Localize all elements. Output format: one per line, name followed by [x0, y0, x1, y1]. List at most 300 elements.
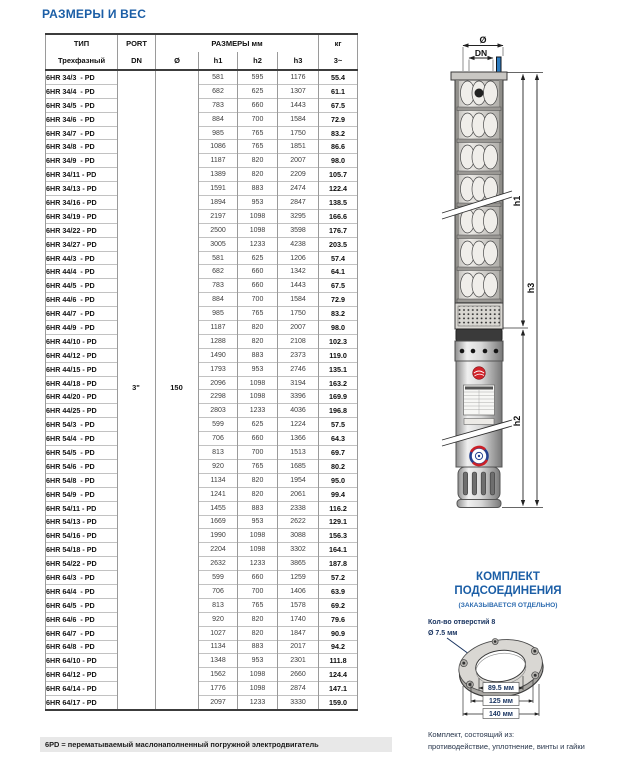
- cell-kg: 164.1: [319, 543, 358, 557]
- cell-h1: 1086: [199, 140, 238, 154]
- cell-empty: [118, 640, 156, 654]
- cell-h3: 3295: [278, 209, 319, 223]
- cell-kg: 57.5: [319, 418, 358, 432]
- cell-m: 6HR 34/9 - PD: [46, 154, 118, 168]
- cell-empty: [156, 404, 199, 418]
- cell-empty: [118, 98, 156, 112]
- cell-kg: 67.5: [319, 98, 358, 112]
- cell-empty: [118, 209, 156, 223]
- label-h2: h2: [512, 415, 522, 427]
- cell-h1: 1389: [199, 168, 238, 182]
- cell-empty: [156, 209, 199, 223]
- cell-kg: 122.4: [319, 182, 358, 196]
- cell-h2: 953: [238, 362, 278, 376]
- header-dimensions-group: РАЗМЕРЫ мм: [156, 34, 319, 52]
- cell-empty: [118, 571, 156, 585]
- cell-h1: 2298: [199, 390, 238, 404]
- cell-empty: [156, 154, 199, 168]
- cell-h3: 4036: [278, 404, 319, 418]
- cell-empty: [118, 251, 156, 265]
- cell-m: 6HR 54/13 - PD: [46, 515, 118, 529]
- cell-h2: 820: [238, 168, 278, 182]
- kit-subtitle: (ЗАКАЗЫВАЕТСЯ ОТДЕЛЬНО): [458, 602, 558, 609]
- cell-h3: 2017: [278, 640, 319, 654]
- cell-h1: 1455: [199, 501, 238, 515]
- cell-empty: [156, 251, 199, 265]
- cell-h2: 765: [238, 307, 278, 321]
- table-row: [46, 84, 358, 98]
- nameplate: [464, 385, 495, 415]
- cell-h3: 3330: [278, 696, 319, 710]
- table-row: [46, 196, 358, 210]
- holes-count-label: Кол-во отверстий 8: [428, 619, 496, 626]
- table-row: [46, 112, 358, 126]
- table-header: [46, 34, 358, 70]
- cell-h1: 1134: [199, 473, 238, 487]
- cell-h2: 883: [238, 640, 278, 654]
- cell-empty: [118, 543, 156, 557]
- dim-89-label: 89.5 мм: [488, 685, 514, 693]
- cell-empty: [156, 446, 199, 460]
- cell-m: 6HR 34/27 - PD: [46, 237, 118, 251]
- cell-h1: 1348: [199, 654, 238, 668]
- cell-h2: 1098: [238, 223, 278, 237]
- cell-h1: 783: [199, 98, 238, 112]
- header-kg: кг: [319, 34, 358, 52]
- cell-empty: [156, 126, 199, 140]
- cell-m: 6HR 54/9 - PD: [46, 487, 118, 501]
- cell-h1: 2632: [199, 557, 238, 571]
- cell-kg: 98.0: [319, 321, 358, 335]
- cell-h2: 820: [238, 473, 278, 487]
- cell-empty: [156, 515, 199, 529]
- cell-empty: [156, 654, 199, 668]
- cell-kg: 176.7: [319, 223, 358, 237]
- cell-m: 6HR 54/22 - PD: [46, 557, 118, 571]
- cell-empty: [118, 362, 156, 376]
- cell-h1: 1894: [199, 196, 238, 210]
- cell-h3: 2007: [278, 321, 319, 335]
- cell-empty: [118, 140, 156, 154]
- cell-h2: 625: [238, 84, 278, 98]
- cell-kg: 124.4: [319, 668, 358, 682]
- table-row: [46, 223, 358, 237]
- cell-empty: [118, 154, 156, 168]
- pump-diagram: [440, 35, 628, 520]
- table-row: [46, 251, 358, 265]
- cell-h2: 883: [238, 501, 278, 515]
- cell-empty: [118, 487, 156, 501]
- cell-empty: [118, 348, 156, 362]
- cell-h2: 953: [238, 196, 278, 210]
- cell-m: 6HR 44/7 - PD: [46, 307, 118, 321]
- cell-m: 6HR 44/25 - PD: [46, 404, 118, 418]
- pump-strainer: [455, 303, 503, 329]
- cell-h2: 1098: [238, 209, 278, 223]
- cell-m: 6HR 54/11 - PD: [46, 501, 118, 515]
- motor-body: [442, 341, 512, 508]
- cell-h1: 599: [199, 571, 238, 585]
- cell-h1: 1990: [199, 529, 238, 543]
- cell-empty: [156, 70, 199, 84]
- cell-m: 6HR 54/6 - PD: [46, 459, 118, 473]
- cell-h1: 599: [199, 418, 238, 432]
- cell-empty: [118, 515, 156, 529]
- cell-h2: 765: [238, 140, 278, 154]
- cell-kg: 138.5: [319, 196, 358, 210]
- cell-h2: 1098: [238, 682, 278, 696]
- cell-empty: [156, 501, 199, 515]
- kit-title-line2: ПОДСОЕДИНЕНИЯ: [454, 585, 562, 597]
- cell-h1: 1490: [199, 348, 238, 362]
- cell-h1: 783: [199, 279, 238, 293]
- cell-empty: [118, 307, 156, 321]
- cell-m: 6HR 34/22 - PD: [46, 223, 118, 237]
- cell-m: 6HR 64/17 - PD: [46, 696, 118, 710]
- label-diameter: Ø: [479, 35, 487, 45]
- cell-h1: 1027: [199, 626, 238, 640]
- cell-kg: 63.9: [319, 584, 358, 598]
- table-row: [46, 654, 358, 668]
- table-row: [46, 293, 358, 307]
- cell-kg: 95.0: [319, 473, 358, 487]
- cell-empty: [118, 654, 156, 668]
- table-row: [46, 404, 358, 418]
- cell-m: 6HR 54/16 - PD: [46, 529, 118, 543]
- cell-m: 6HR 64/4 - PD: [46, 584, 118, 598]
- table-row: [46, 279, 358, 293]
- cell-h3: 1584: [278, 293, 319, 307]
- cell-h3: 2301: [278, 654, 319, 668]
- cell-empty: [118, 390, 156, 404]
- cell-empty: [156, 84, 199, 98]
- cell-h1: 2803: [199, 404, 238, 418]
- cell-empty: [156, 696, 199, 710]
- cell-empty: [118, 626, 156, 640]
- cell-h3: 2474: [278, 182, 319, 196]
- cell-h3: 1584: [278, 112, 319, 126]
- cell-kg: 86.6: [319, 140, 358, 154]
- cell-kg: 57.4: [319, 251, 358, 265]
- table-row: [46, 418, 358, 432]
- cell-empty: [156, 265, 199, 279]
- table-row: [46, 501, 358, 515]
- cell-h3: 1224: [278, 418, 319, 432]
- table-row: [46, 376, 358, 390]
- cell-empty: [156, 334, 199, 348]
- cell-m: 6HR 44/5 - PD: [46, 279, 118, 293]
- cell-empty: [156, 640, 199, 654]
- cell-h3: 1366: [278, 432, 319, 446]
- cell-h3: 1342: [278, 265, 319, 279]
- cell-empty: [156, 571, 199, 585]
- cell-h1: 1669: [199, 515, 238, 529]
- table-row: [46, 321, 358, 335]
- cell-kg: 187.8: [319, 557, 358, 571]
- cell-h1: 1776: [199, 682, 238, 696]
- cell-h2: 1233: [238, 237, 278, 251]
- cell-kg: 69.2: [319, 598, 358, 612]
- flange-diagram: [435, 612, 595, 722]
- cell-h2: 953: [238, 515, 278, 529]
- cell-h1: 1187: [199, 321, 238, 335]
- cell-h1: 706: [199, 584, 238, 598]
- cell-empty: [156, 543, 199, 557]
- cell-h2: 1233: [238, 696, 278, 710]
- cell-m: 6HR 44/4 - PD: [46, 265, 118, 279]
- cell-empty: [156, 140, 199, 154]
- cell-h2: 660: [238, 432, 278, 446]
- cell-empty: [156, 626, 199, 640]
- cell-kg: 129.1: [319, 515, 358, 529]
- cell-kg: 147.1: [319, 682, 358, 696]
- table-row: [46, 598, 358, 612]
- cell-h3: 1954: [278, 473, 319, 487]
- cell-h1: 2097: [199, 696, 238, 710]
- cell-empty: [118, 696, 156, 710]
- cell-kg: 163.2: [319, 376, 358, 390]
- cell-m: 6HR 34/11 - PD: [46, 168, 118, 182]
- cell-h1: 813: [199, 598, 238, 612]
- cell-empty: [118, 112, 156, 126]
- cell-empty: [118, 321, 156, 335]
- cell-h2: 1233: [238, 557, 278, 571]
- cell-empty: [118, 334, 156, 348]
- cell-kg: 55.4: [319, 70, 358, 84]
- cell-m: 6HR 64/7 - PD: [46, 626, 118, 640]
- cell-h1: 706: [199, 432, 238, 446]
- table-row: [46, 126, 358, 140]
- cell-kg: 111.8: [319, 654, 358, 668]
- cell-m: 6HR 44/9 - PD: [46, 321, 118, 335]
- cell-empty: [156, 584, 199, 598]
- cell-empty: [118, 223, 156, 237]
- cell-h1: 985: [199, 126, 238, 140]
- cell-h3: 3194: [278, 376, 319, 390]
- cell-m: 6HR 44/15 - PD: [46, 362, 118, 376]
- cell-empty: [118, 459, 156, 473]
- cell-m: 6HR 44/10 - PD: [46, 334, 118, 348]
- cell-h3: 2746: [278, 362, 319, 376]
- cell-kg: 102.3: [319, 334, 358, 348]
- cell-m: 6HR 44/3 - PD: [46, 251, 118, 265]
- cell-h1: 682: [199, 84, 238, 98]
- cell-h1: 581: [199, 70, 238, 84]
- cell-h2: 700: [238, 584, 278, 598]
- cell-h2: 1098: [238, 668, 278, 682]
- cell-h2: 820: [238, 154, 278, 168]
- cell-h1: 2096: [199, 376, 238, 390]
- cell-kg: 169.9: [319, 390, 358, 404]
- cell-m: 6HR 54/18 - PD: [46, 543, 118, 557]
- cell-empty: [156, 362, 199, 376]
- cell-h2: 953: [238, 654, 278, 668]
- table-body: [46, 70, 358, 710]
- cell-kg: 105.7: [319, 168, 358, 182]
- cell-empty: [118, 418, 156, 432]
- table-row: [46, 612, 358, 626]
- header-h2: h2: [238, 52, 278, 70]
- cell-empty: [118, 126, 156, 140]
- cell-m: 6HR 64/6 - PD: [46, 612, 118, 626]
- cell-h1: 920: [199, 459, 238, 473]
- cell-h3: 2338: [278, 501, 319, 515]
- cell-empty: [156, 168, 199, 182]
- cell-empty: [118, 404, 156, 418]
- cell-empty: [118, 612, 156, 626]
- cell-kg: 99.4: [319, 487, 358, 501]
- cell-kg: 67.5: [319, 279, 358, 293]
- cell-empty: [156, 293, 199, 307]
- label-h3: h3: [526, 282, 536, 294]
- table-row: [46, 70, 358, 84]
- cell-empty: [156, 432, 199, 446]
- cell-kg: 98.0: [319, 154, 358, 168]
- check-valve-icon: [475, 89, 484, 98]
- cell-m: 6HR 34/16 - PD: [46, 196, 118, 210]
- header-port: PORT: [118, 34, 156, 52]
- table-row: [46, 487, 358, 501]
- cell-kg: 72.9: [319, 112, 358, 126]
- cell-kg: 94.2: [319, 640, 358, 654]
- cell-empty: [156, 321, 199, 335]
- cell-m: 6HR 34/8 - PD: [46, 140, 118, 154]
- dimensions-table: [45, 33, 357, 711]
- cell-kg: 83.2: [319, 126, 358, 140]
- cell-h3: 2007: [278, 154, 319, 168]
- cell-h2: 700: [238, 112, 278, 126]
- cell-h2: 700: [238, 446, 278, 460]
- cell-h1: 1134: [199, 640, 238, 654]
- cell-empty: [118, 501, 156, 515]
- cell-h2: 660: [238, 98, 278, 112]
- cell-h2: 660: [238, 571, 278, 585]
- cell-kg: 69.7: [319, 446, 358, 460]
- header-phase: 3~: [319, 52, 358, 70]
- cell-empty: [118, 279, 156, 293]
- cell-h1: 920: [199, 612, 238, 626]
- cell-empty: [156, 182, 199, 196]
- motor-footnote: 6PD = перематываемый маслонаполненный погружной электродвигатель: [40, 737, 392, 752]
- cell-h1: 682: [199, 265, 238, 279]
- cell-m: 6HR 64/10 - PD: [46, 654, 118, 668]
- cell-h2: 883: [238, 182, 278, 196]
- table-row: [46, 626, 358, 640]
- cell-h1: 581: [199, 251, 238, 265]
- cell-h3: 3598: [278, 223, 319, 237]
- cell-empty: [156, 473, 199, 487]
- cell-h2: 1098: [238, 529, 278, 543]
- cell-m: 6HR 34/7 - PD: [46, 126, 118, 140]
- cell-empty: [156, 98, 199, 112]
- table-row: [46, 348, 358, 362]
- cell-h1: 813: [199, 446, 238, 460]
- cell-h3: 2061: [278, 487, 319, 501]
- page-title: РАЗМЕРЫ И ВЕС: [42, 7, 147, 21]
- cell-h3: 1406: [278, 584, 319, 598]
- kit-note-line2: противодействие, уплотнение, винты и гайки: [428, 742, 585, 751]
- cell-empty: [156, 682, 199, 696]
- kit-title-line1: КОМПЛЕКТ: [476, 571, 540, 583]
- cell-empty: [118, 529, 156, 543]
- dim-140-label: 140 мм: [489, 711, 513, 719]
- cell-kg: 166.6: [319, 209, 358, 223]
- header-type-sub: Трехфазный: [46, 52, 118, 70]
- cell-h3: 3396: [278, 390, 319, 404]
- table-row: [46, 529, 358, 543]
- cell-m: 6HR 54/8 - PD: [46, 473, 118, 487]
- cell-h1: 1793: [199, 362, 238, 376]
- cell-m: 6HR 44/18 - PD: [46, 376, 118, 390]
- table-row: [46, 584, 358, 598]
- header-h1: h1: [199, 52, 238, 70]
- pump-coupling: [456, 329, 502, 341]
- cell-m: 6HR 54/5 - PD: [46, 446, 118, 460]
- cell-h3: 1443: [278, 279, 319, 293]
- cell-empty: [156, 668, 199, 682]
- table-row: [46, 362, 358, 376]
- cell-h1: 884: [199, 112, 238, 126]
- cell-h2: 1098: [238, 376, 278, 390]
- table-row: [46, 571, 358, 585]
- table-row: [46, 209, 358, 223]
- cell-empty: [118, 584, 156, 598]
- cell-h2: 660: [238, 265, 278, 279]
- kit-note-line1: Комплект, состоящий из:: [428, 730, 515, 739]
- cell-empty: [118, 168, 156, 182]
- cell-m: 6HR 54/3 - PD: [46, 418, 118, 432]
- cell-empty: [156, 112, 199, 126]
- table-row: [46, 140, 358, 154]
- cell-h2: 820: [238, 321, 278, 335]
- header-type: ТИП: [46, 34, 118, 52]
- cell-h2: 625: [238, 418, 278, 432]
- cell-h1: 1187: [199, 154, 238, 168]
- cell-empty: [118, 432, 156, 446]
- cell-h2: 625: [238, 251, 278, 265]
- cell-h2: 820: [238, 334, 278, 348]
- cell-h1: 2204: [199, 543, 238, 557]
- table-row: [46, 459, 358, 473]
- cell-h1: 2197: [199, 209, 238, 223]
- table-row: [46, 543, 358, 557]
- cable-icon: [497, 57, 502, 72]
- cell-kg: 80.2: [319, 459, 358, 473]
- cell-kg: 64.3: [319, 432, 358, 446]
- cell-h1: 1241: [199, 487, 238, 501]
- cell-h3: 3865: [278, 557, 319, 571]
- cell-m: 6HR 34/19 - PD: [46, 209, 118, 223]
- cell-h3: 1750: [278, 307, 319, 321]
- cell-h2: 765: [238, 598, 278, 612]
- cell-h3: 1176: [278, 70, 319, 84]
- cell-kg: 196.8: [319, 404, 358, 418]
- cell-empty: [118, 265, 156, 279]
- cell-m: 6HR 64/8 - PD: [46, 640, 118, 654]
- cell-empty: [118, 668, 156, 682]
- cell-empty: [118, 293, 156, 307]
- pump-flange: [451, 72, 507, 80]
- cell-empty: [118, 557, 156, 571]
- cell-kg: 156.3: [319, 529, 358, 543]
- cell-h3: 1307: [278, 84, 319, 98]
- cell-h3: 1685: [278, 459, 319, 473]
- cell-h2: 660: [238, 279, 278, 293]
- table-row: [46, 557, 358, 571]
- cell-empty: [156, 390, 199, 404]
- cell-h3: 1851: [278, 140, 319, 154]
- table-row: [46, 237, 358, 251]
